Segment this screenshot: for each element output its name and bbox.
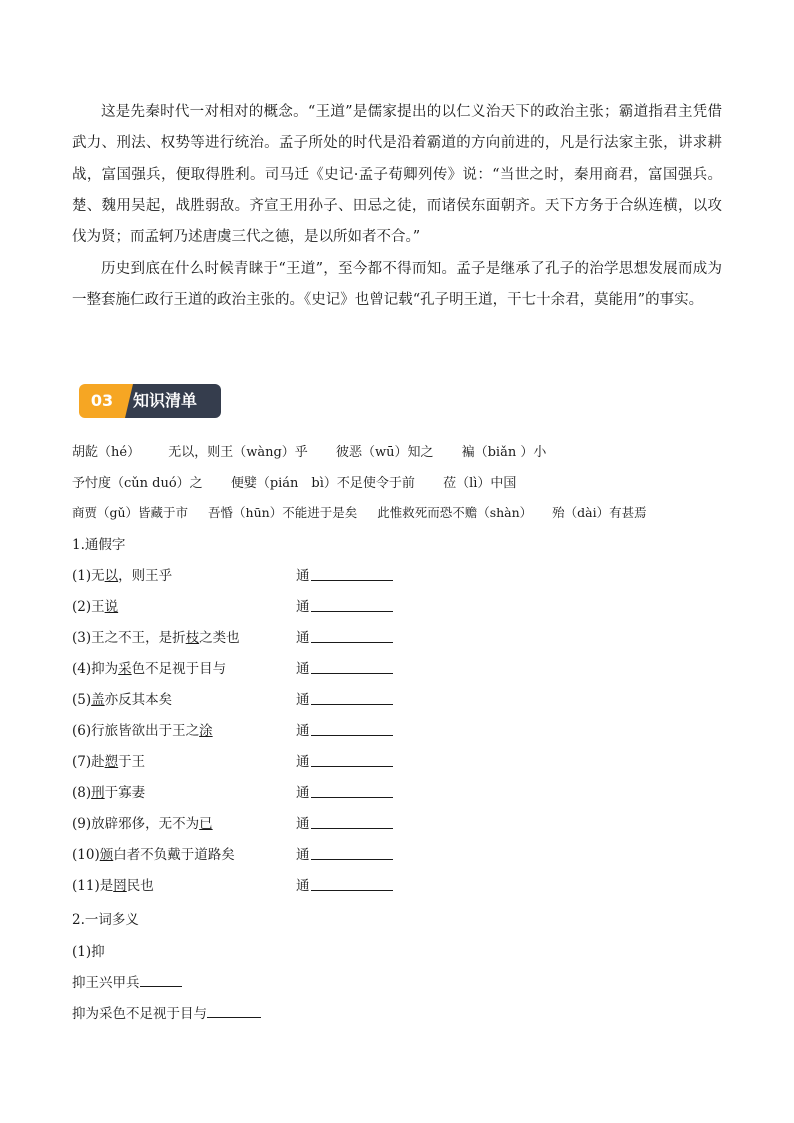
vocab-row-2: [72, 472, 516, 491]
answer-blank[interactable]: [140, 974, 182, 987]
polysemy-item-1: [72, 971, 182, 991]
item-target-char: 颁: [99, 847, 114, 863]
item-text-before: 放辟邪侈，无不为: [91, 816, 200, 832]
tongjiazi-item: [72, 781, 402, 801]
item-text-before: 王: [91, 599, 105, 615]
answer-blank[interactable]: [311, 890, 393, 891]
answer-blank[interactable]: [207, 1005, 261, 1018]
item-text-after: 之类也: [199, 630, 240, 646]
polysemy-item-2: [72, 1002, 261, 1022]
item-sentence: [72, 564, 172, 584]
vocab-item: 便嬖（pián bì）不足使令于前: [230, 476, 415, 491]
item-sentence: [72, 595, 118, 615]
item-sentence: [72, 843, 235, 863]
tong-label: 通: [296, 692, 310, 708]
item-text-before: 行旅皆欲出于王之: [91, 723, 200, 739]
item-sentence: [72, 750, 145, 770]
item-number: (6): [72, 723, 92, 739]
section-title: 知识清单: [119, 384, 221, 418]
subheading-yi: (1)抑: [72, 944, 105, 960]
item-text-before: 是: [99, 878, 114, 894]
tong-label: 通: [296, 661, 310, 677]
tongjiazi-item: [72, 626, 402, 646]
answer-blank[interactable]: [311, 580, 393, 581]
item-sentence: [72, 719, 213, 739]
vocab-item: 商贾（gǔ）皆藏于市: [72, 505, 189, 520]
item-number: (9): [72, 816, 92, 832]
tongjiazi-item: [72, 874, 402, 894]
tong-label: 通: [296, 630, 310, 646]
item-target-char: 说: [104, 599, 119, 615]
item-target-char: 涂: [199, 723, 213, 739]
tong-label: 通: [296, 754, 310, 770]
item-number: (1): [72, 568, 92, 584]
item-target-char: 已: [199, 816, 213, 832]
polysemy-sentence: 抑为采色不足视于目与: [72, 1006, 207, 1022]
item-number: (7): [72, 754, 92, 770]
item-sentence: [72, 812, 213, 832]
vocab-item: 彼恶（wū）知之: [335, 445, 434, 460]
tongjiazi-item: [72, 812, 402, 832]
item-text-after: ，则王乎: [118, 568, 173, 584]
answer-blank[interactable]: [311, 766, 393, 767]
vocab-item: 殆（dài）有甚焉: [552, 505, 647, 520]
intro-paragraph-1: 这是先秦时代一对相对的概念。“王道”是儒家提出的以仁义治天下的政治主张；霸道指君主凭借武力、刑法、权势等进行统治。孟子所处的时代是沿着霸道的方向前进的，凡是行法家主张，讲求耕战，富国强兵，便取得胜利。司马迁《史记·孟子荀卿列传》说：“当世之时，秦用商君，富国强兵。楚、魏用吴起，战胜弱敌。齐宣王用孙子、田忌之徒，而诸侯东面朝齐。天下方务于合纵连横，以攻伐为贤；而孟轲乃述唐虞三代之德，是以所如者不合。”: [72, 104, 722, 246]
heading-tongjiazi: 1.通假字: [72, 537, 126, 553]
tongjiazi-item: [72, 750, 402, 770]
item-target-char: 以: [104, 568, 119, 584]
answer-blank[interactable]: [311, 859, 393, 860]
item-number: (4): [72, 661, 92, 677]
item-text-before: 赴: [91, 754, 105, 770]
tong-label: 通: [296, 599, 310, 615]
vocab-row-1: [72, 441, 546, 460]
polysemy-sentence: 抑王兴甲兵: [72, 975, 140, 991]
answer-blank[interactable]: [311, 673, 393, 674]
answer-blank[interactable]: [311, 797, 393, 798]
vocab-item: 莅（lì）中国: [443, 476, 517, 491]
tongjiazi-item: [72, 719, 402, 739]
answer-blank[interactable]: [311, 611, 393, 612]
item-number: (10): [72, 847, 100, 863]
item-number: (2): [72, 599, 92, 615]
item-target-char: 罔: [113, 878, 127, 894]
item-text-after: 于寡妻: [104, 785, 146, 801]
item-text-after: 民也: [126, 878, 154, 894]
vocab-row-3: [72, 503, 647, 521]
item-target-char: 愬: [104, 754, 119, 770]
answer-blank[interactable]: [311, 704, 393, 705]
tong-label: 通: [296, 878, 310, 894]
item-sentence: [72, 657, 226, 677]
item-number: (8): [72, 785, 92, 801]
item-sentence: [72, 874, 154, 894]
tong-label: 通: [296, 568, 310, 584]
answer-blank[interactable]: [311, 735, 393, 736]
tong-label: 通: [296, 723, 310, 739]
item-target-char: 采: [118, 661, 132, 677]
item-sentence: [72, 688, 172, 708]
tongjiazi-item: [72, 564, 402, 584]
item-target-char: 刑: [91, 785, 105, 801]
item-text-before: 无: [91, 568, 105, 584]
item-number: (11): [72, 878, 100, 894]
vocab-item: 此惟救死而恐不赡（shàn）: [377, 505, 533, 520]
item-sentence: [72, 626, 240, 646]
tongjiazi-item: [72, 688, 402, 708]
tong-label: 通: [296, 785, 310, 801]
item-number: (3): [72, 630, 92, 646]
answer-blank[interactable]: [311, 642, 393, 643]
answer-blank[interactable]: [311, 828, 393, 829]
vocab-item: 无以，则王（wàng）乎: [168, 445, 308, 460]
vocab-item: 予忖度（cǔn duó）之: [72, 476, 203, 491]
section-number-badge: 03: [79, 384, 125, 418]
vocab-item: 褊（biǎn ）小: [461, 445, 547, 460]
item-text-after: 白者不负戴于道路矣: [113, 847, 235, 863]
tongjiazi-item: [72, 595, 402, 615]
vocab-item: 胡龁（hé）: [72, 445, 141, 460]
item-text-after: 亦反其本矣: [104, 692, 173, 708]
item-target-char: 枝: [185, 630, 200, 646]
vocab-item: 吾惛（hūn）不能进于是矣: [208, 505, 358, 520]
item-text-after: 于王: [118, 754, 146, 770]
item-text-after: 色不足视于目与: [131, 661, 227, 677]
item-text-before: 抑为: [91, 661, 119, 677]
item-text-before: 王之不王，是折: [91, 630, 186, 646]
tongjiazi-item: [72, 843, 402, 863]
intro-paragraph-2: 历史到底在什么时候青睐于“王道”，至今都不得而知。孟子是继承了孔子的治学思想发展而成为一整套施仁政行王道的政治主张的。《史记》也曾记载“孔子明王道，干七十余君，莫能用”的事实。: [72, 260, 722, 308]
tongjiazi-item: [72, 657, 402, 677]
item-number: (5): [72, 692, 92, 708]
tong-label: 通: [296, 816, 310, 832]
item-target-char: 盖: [91, 692, 105, 708]
tong-label: 通: [296, 847, 310, 863]
heading-polysemy: 2.一词多义: [72, 912, 139, 928]
section-header: [79, 384, 221, 418]
item-sentence: [72, 781, 145, 801]
